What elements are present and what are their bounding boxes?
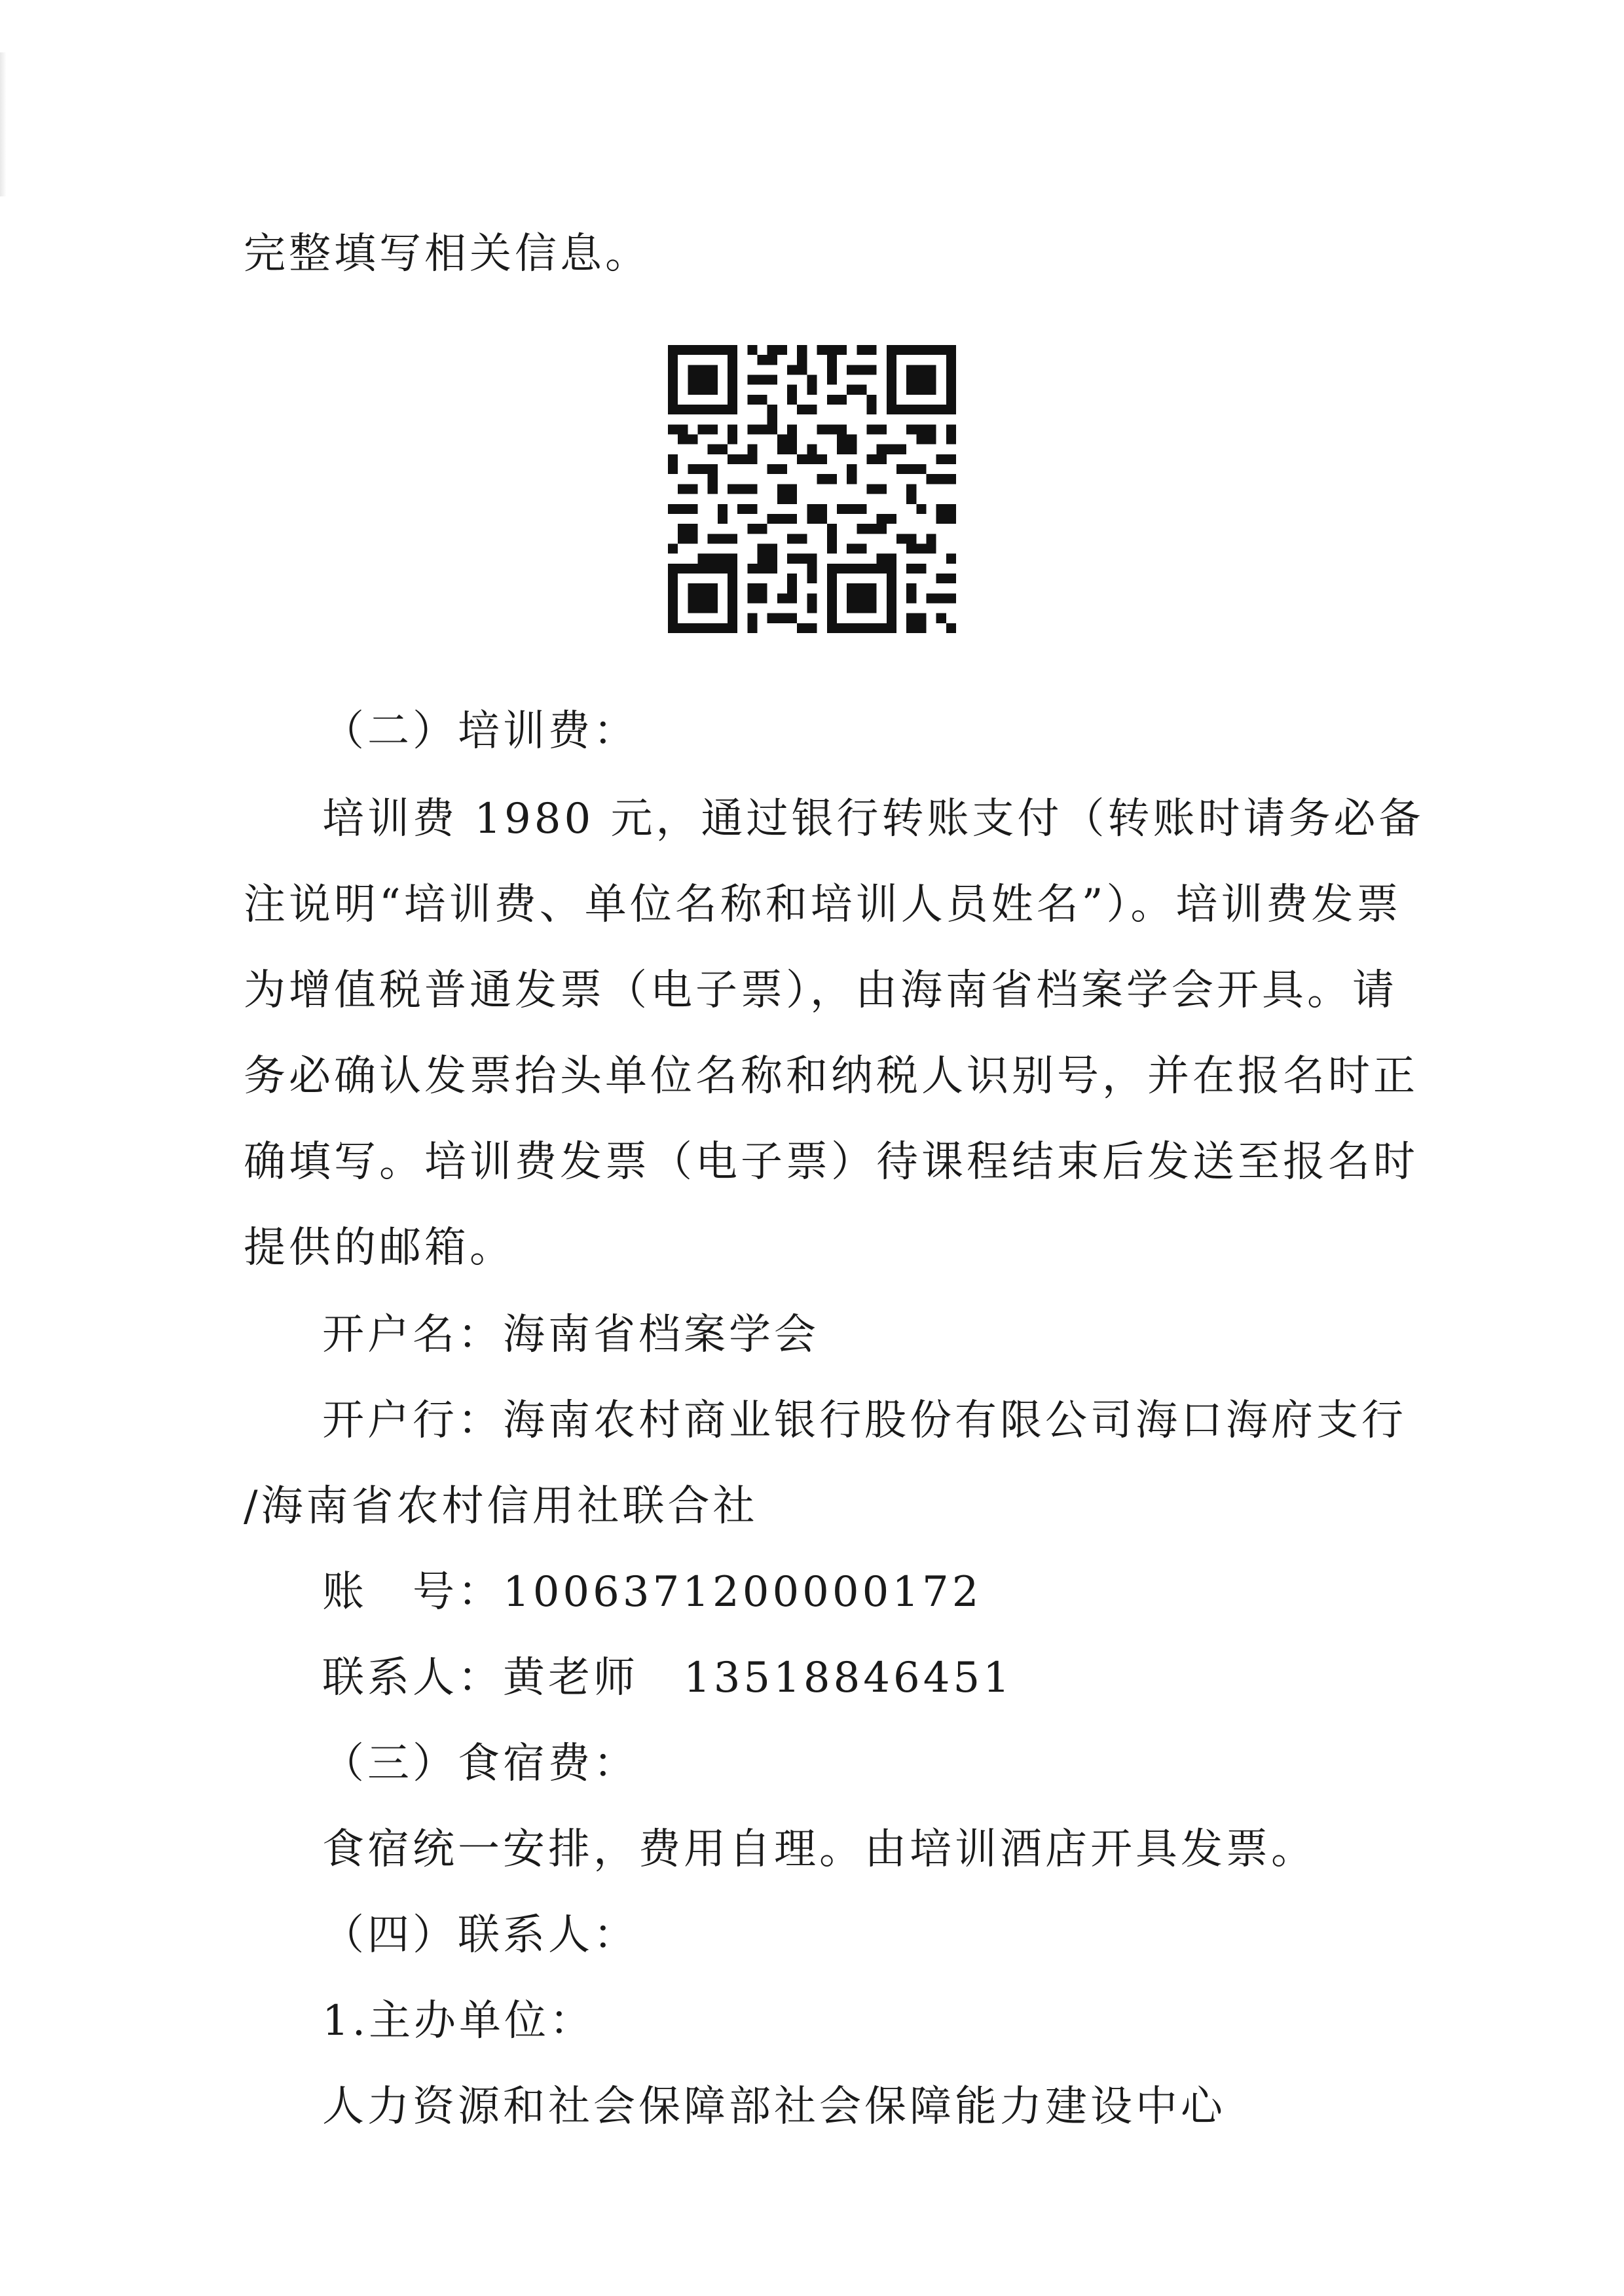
- account-name: 开户名：海南省档案学会: [322, 1311, 819, 1359]
- intro-line: 完整填写相关信息。: [244, 230, 650, 278]
- contact-person: 联系人：黄老师 13518846451: [322, 1654, 1013, 1702]
- section2-heading: （二）培训费：: [322, 707, 638, 756]
- bank-line-1: 开户行：海南农村商业银行股份有限公司海口海府支行: [322, 1396, 1407, 1445]
- section4-item-1: 1.主办单位：: [322, 1997, 595, 2045]
- section2-paragraph-line-6: 提供的邮箱。: [244, 1224, 515, 1272]
- section2-paragraph-line-4: 务必确认发票抬头单位名称和纳税人识别号，并在报名时正: [244, 1052, 1418, 1101]
- section3-heading: （三）食宿费：: [322, 1740, 638, 1788]
- section2-paragraph-line-3: 为增值税普通发票（电子票），由海南省档案学会开具。请: [244, 966, 1397, 1015]
- organizer-name: 人力资源和社会保障部社会保障能力建设中心: [322, 2083, 1226, 2131]
- bank-line-2: /海南省农村信用社联合社: [244, 1482, 758, 1531]
- account-number: 账 号：1006371200000172: [322, 1568, 982, 1616]
- section3-body: 食宿统一安排，费用自理。由培训酒店开具发票。: [322, 1825, 1316, 1874]
- section2-paragraph-line-5: 确填写。培训费发票（电子票）待课程结束后发送至报名时: [244, 1138, 1418, 1186]
- section2-paragraph-line-2: 注说明“培训费、单位名称和培训人员姓名”）。培训费发票: [244, 881, 1402, 929]
- section2-paragraph-line-1: 培训费 1980 元，通过银行转账支付（转账时请务必备: [322, 795, 1424, 843]
- section4-heading: （四）联系人：: [322, 1911, 638, 1959]
- qr-code-icon[interactable]: [668, 345, 956, 633]
- scan-edge-shadow: [0, 52, 7, 196]
